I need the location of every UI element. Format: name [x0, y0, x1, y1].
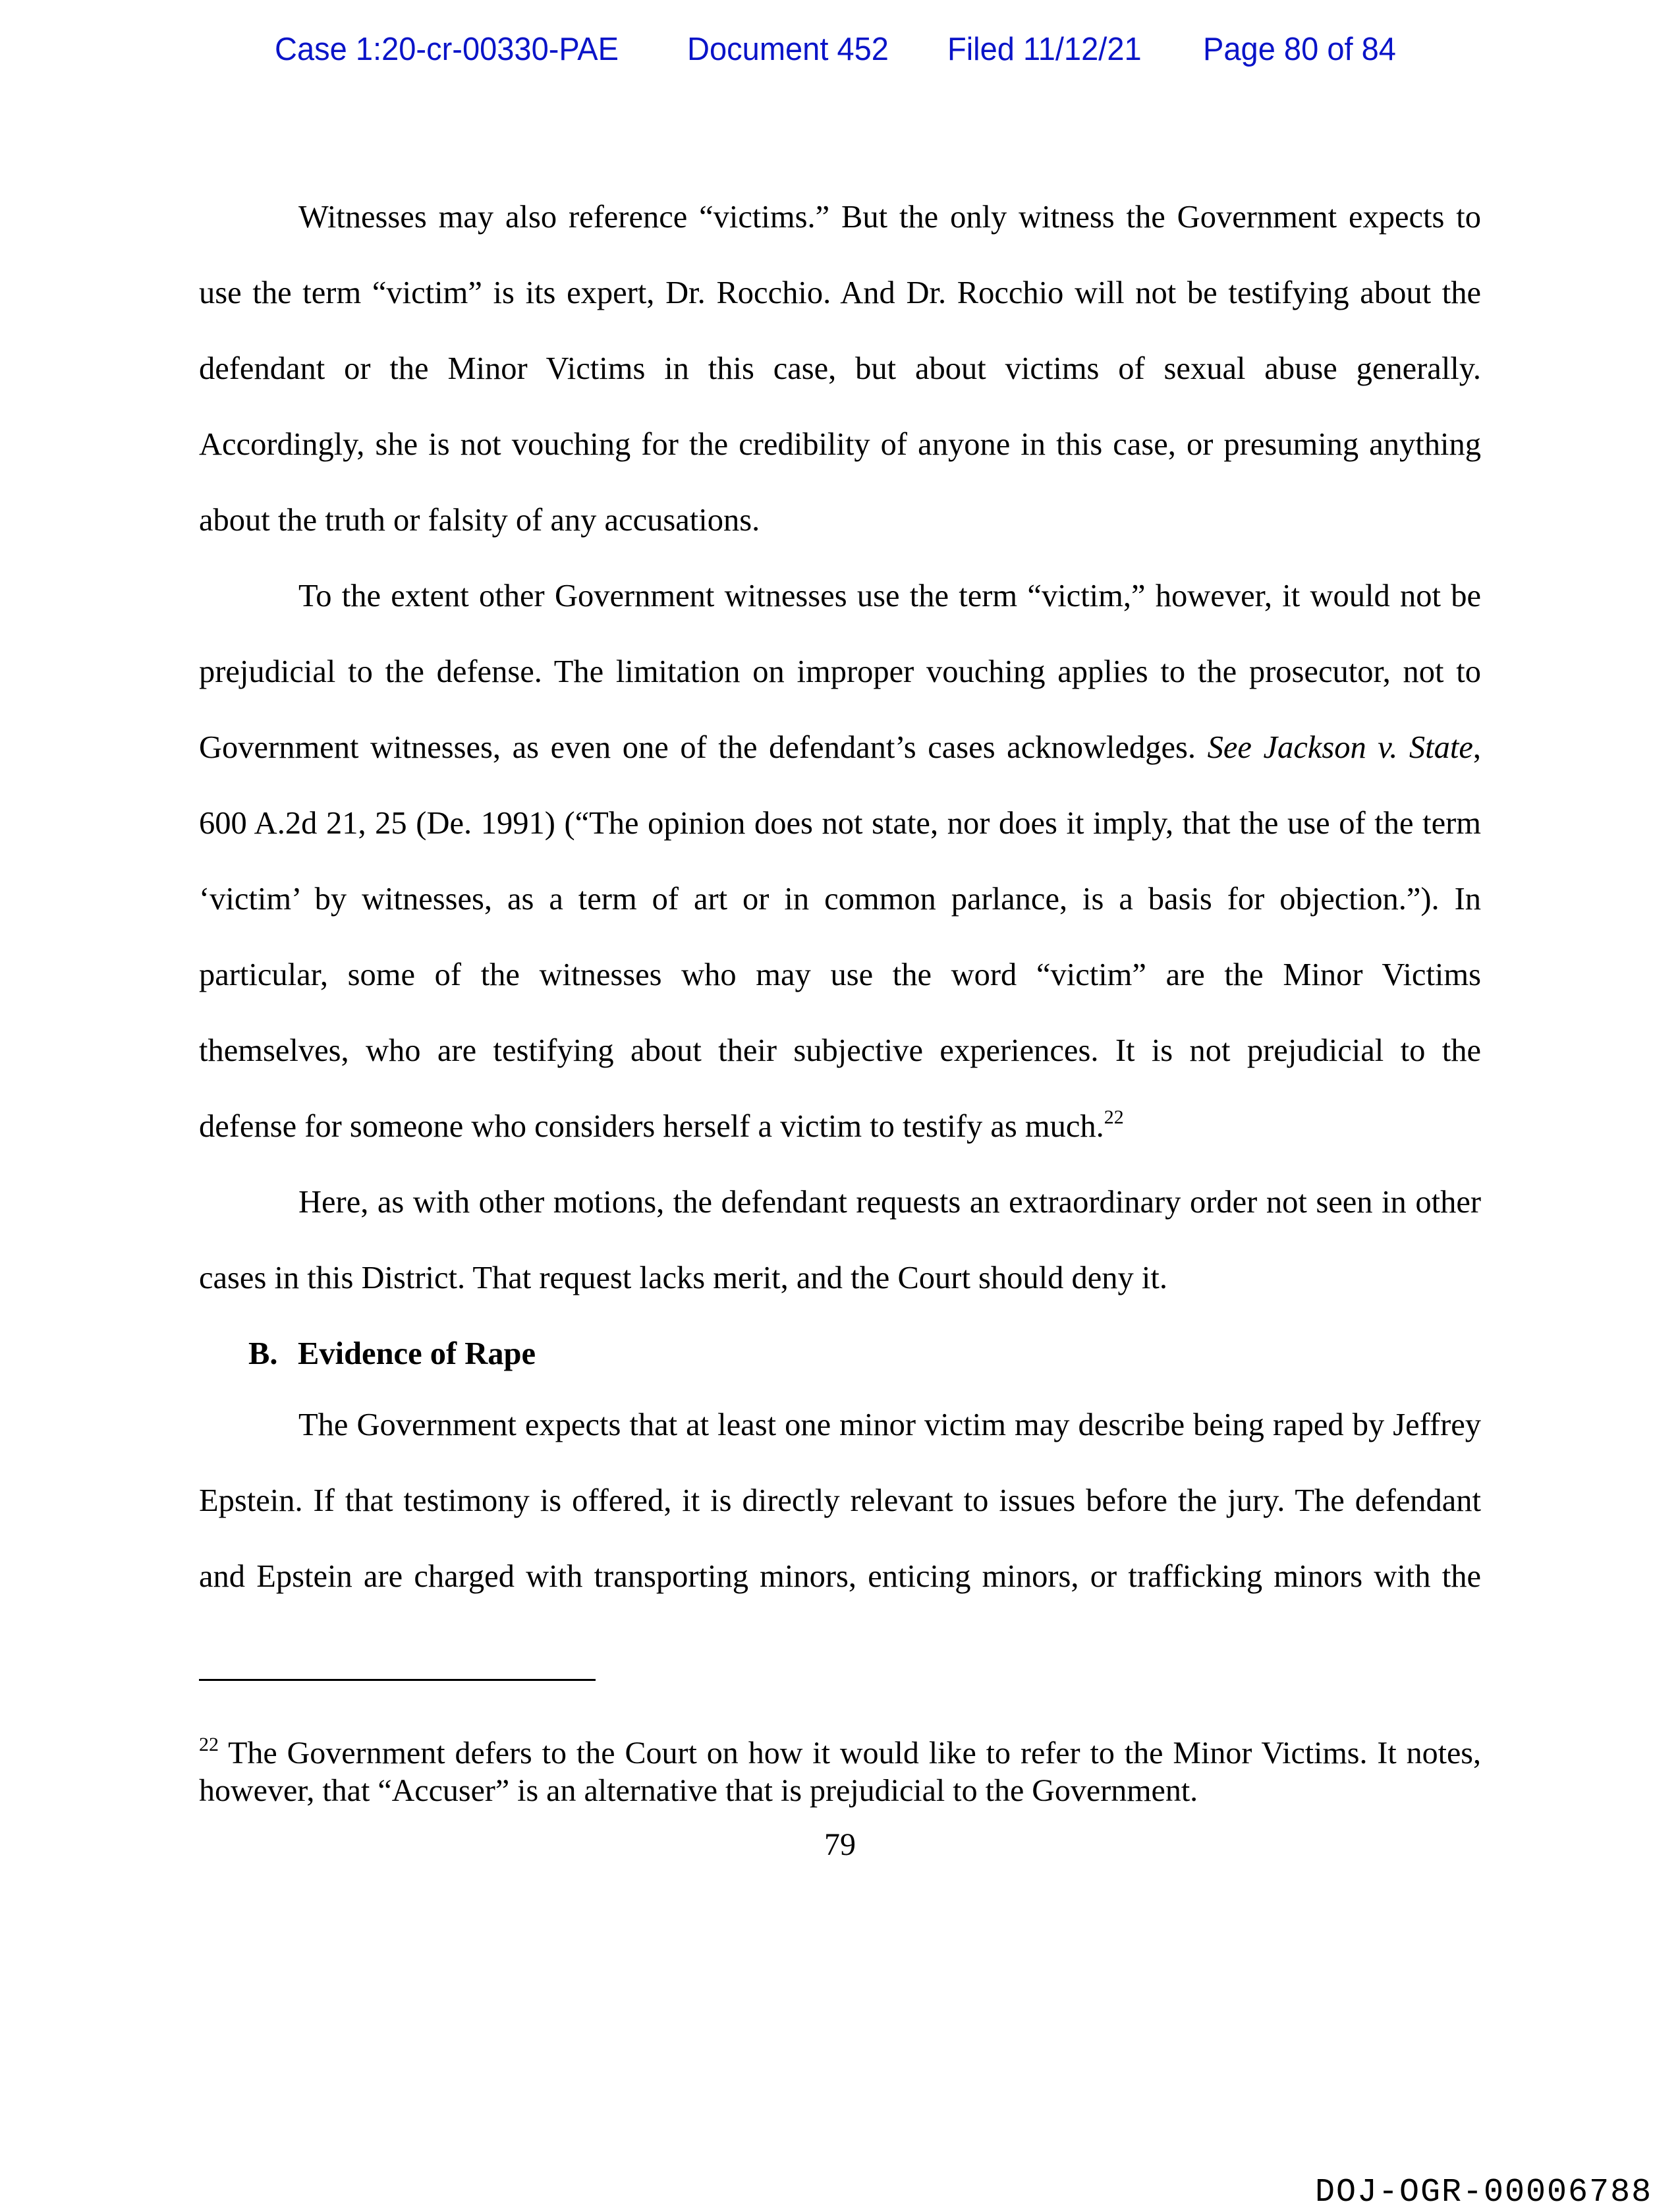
footnote-number: 22 [199, 1734, 219, 1755]
paragraph-2-line-4: 600 A.2d 21, 25 (De. 1991) (“The opinion does not state, nor does it imply, that the use of the term [199, 806, 1481, 841]
section-heading [248, 1334, 536, 1374]
header-case-number: Case 1:20-cr-00330-PAE [275, 32, 619, 67]
footnote-line-1 [199, 1735, 1481, 1772]
paragraph-2-line-6: particular, some of the witnesses who may use the word “victim” are the Minor Victims [199, 957, 1481, 992]
text-run: Government witnesses, as even one of the defendant’s cases acknowledges. [199, 730, 1208, 765]
paragraph-1-line-2: use the term “victim” is its expert, Dr. Rocchio. And Dr. Rocchio will not be testifying about the [199, 275, 1481, 310]
footnote-line-2: however, that “Accuser” is an alternative that is prejudicial to the Government. [199, 1773, 1198, 1808]
paragraph-2-line-3 [199, 728, 1481, 768]
paragraph-1-line-4: Accordingly, she is not vouching for the credibility of anyone in this case, or presuming anything [199, 427, 1481, 462]
text-run: The Government defers to the Court on how it would like to refer to the Minor Victims. It notes, [228, 1736, 1481, 1771]
paragraph-4-line-3: and Epstein are charged with transporting minors, enticing minors, or trafficking minors with the [199, 1559, 1481, 1594]
paragraph-2-line-2: prejudicial to the defense. The limitation on improper vouching applies to the prosecutor, not to [199, 654, 1481, 689]
footnote-separator [199, 1679, 596, 1681]
paragraph-2-line-7: themselves, who are testifying about their subjective experiences. It is not prejudicial to the [199, 1033, 1481, 1068]
paragraph-2-line-1: To the extent other Government witnesses use the term “victim,” however, it would not be [298, 579, 1481, 613]
header-page-count: Page 80 of 84 [1203, 32, 1396, 67]
paragraph-2-line-5: ‘victim’ by witnesses, as a term of art or in common parlance, is a basis for objection.”). In [199, 882, 1481, 917]
bates-stamp: DOJ-OGR-00006788 [1315, 2174, 1653, 2211]
paragraph-2-line-8 [199, 1107, 1481, 1147]
paragraph-1-line-5: about the truth or falsity of any accusations. [199, 503, 760, 538]
paragraph-1-line-3: defendant or the Minor Victims in this case, but about victims of sexual abuse generally. [199, 351, 1481, 386]
paragraph-4-line-2: Epstein. If that testimony is offered, it is directly relevant to issues before the jury. The defendant [199, 1483, 1481, 1518]
text-run: , [1472, 730, 1482, 765]
section-number: B. [248, 1336, 278, 1371]
paragraph-3-line-2: cases in this District. That request lacks merit, and the Court should deny it. [199, 1261, 1167, 1295]
page-number: 79 [824, 1827, 856, 1862]
text-run: defense for someone who considers herself a victim to testify as much. [199, 1109, 1104, 1144]
header-filed-date: Filed 11/12/21 [947, 32, 1142, 67]
paragraph-1-line-1: Witnesses may also reference “victims.” But the only witness the Government expects to [298, 200, 1481, 235]
paragraph-4-line-1: The Government expects that at least one minor victim may describe being raped by Jeffrey [298, 1407, 1481, 1442]
section-title: Evidence of Rape [298, 1336, 536, 1371]
case-citation: See Jackson v. State [1207, 730, 1473, 765]
header-document-number: Document 452 [687, 32, 889, 67]
paragraph-3-line-1: Here, as with other motions, the defendant requests an extraordinary order not seen in other [298, 1185, 1481, 1220]
footnote-reference[interactable]: 22 [1104, 1106, 1124, 1128]
